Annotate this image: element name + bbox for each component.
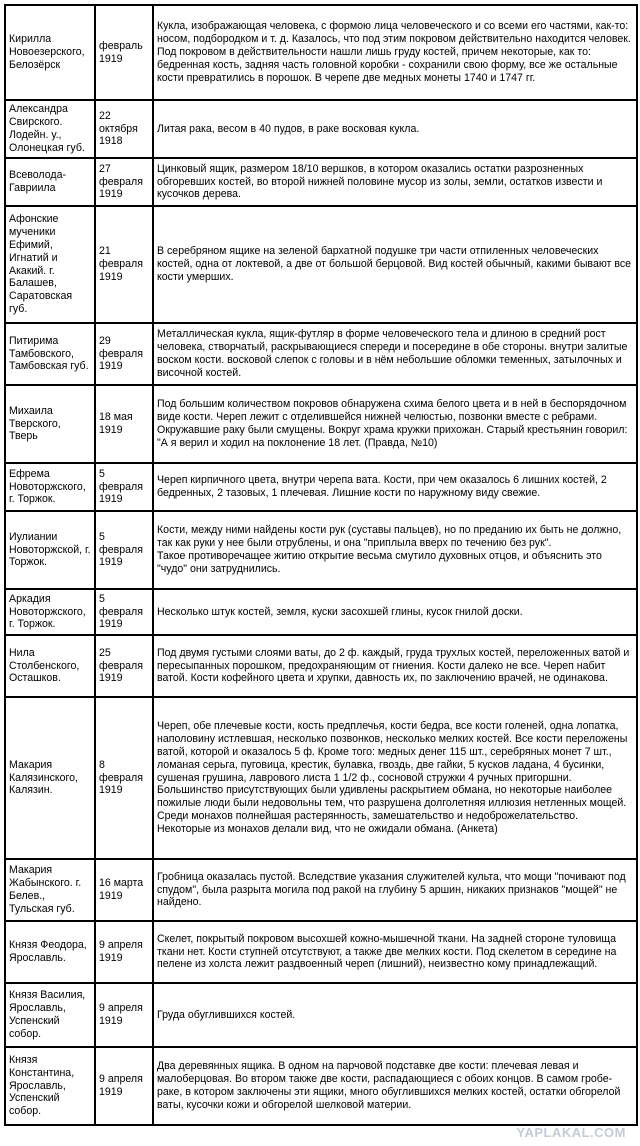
table-row: [6, 6, 636, 99]
table-row: [6, 590, 636, 634]
description-cell: Скелет, покрытый покровом высохшей кожно-мышечной ткани. На задней стороне туловища ткани нет. Кости ступней отсутствуют, а также две мелких кости. Под скелетом в середине на пелене из холста лежит раздвоенный череп (лишний), неизвестно кому принадлежащий.: [154, 922, 636, 982]
date-cell: 25 февраля 1919: [96, 636, 152, 696]
saint-name-cell: Иулиании Новоторжской, г. Торжок.: [6, 512, 94, 588]
description-cell: Под двумя густыми слоями ваты, до 2 ф. каждый, груда трухлых костей, переложенных ватой и пересыпанных порошком, предохраняющим от гниения. Кости далеко не все. Череп набит ватой. Кости кофейного цвета и хрупки, давность их, по заключению врачей, не одинакова.: [154, 636, 636, 696]
description-cell: Кости, между ними найдены кости рук (суставы пальцев), но по преданию их быть не должно, так как руки у нее были отрублены, и она "приплыла вверх по течению без рук". Такое противоречащее житию открытие весьма смутило духовных отцов, и объяснить это "чудо" они затруднились.: [154, 512, 636, 588]
date-cell: 9 апреля 1919: [96, 984, 152, 1046]
table-row: [6, 922, 636, 982]
saint-name-cell: Нила Столбенского, Осташков.: [6, 636, 94, 696]
date-cell: 22 октября 1918: [96, 101, 152, 157]
saint-name-cell: Всеволода-Гавриила: [6, 159, 94, 205]
saint-name-cell: Афонские мученики Ефимий, Игнатий и Акакий. г. Балашев, Саратовская губ.: [6, 207, 94, 322]
description-cell: Два деревянных ящика. В одном на парчовой подставке две кости: плечевая левая и малоберцовая. Во втором также две кости, распадающиеся с обоих концов. В самом гробе-раке, в котором заключены эти ящики, много обуглившихся мелких костей, остатки обгорелой ваты, кусочки кожи и обгорелой шелковой материи.: [154, 1048, 636, 1124]
date-cell: 29 февраля 1919: [96, 324, 152, 384]
table-row: [6, 860, 636, 920]
table-row: [6, 636, 636, 696]
saint-name-cell: Макария Калязинского, Калязин.: [6, 698, 94, 858]
table-row: [6, 101, 636, 157]
date-cell: 9 апреля 1919: [96, 1048, 152, 1124]
relics-table: [4, 4, 638, 1126]
date-cell: 5 февраля 1919: [96, 590, 152, 634]
saint-name-cell: Александра Свирского. Лодейн. у., Олонецкая губ.: [6, 101, 94, 157]
watermark: YAPLAKAL.COM: [516, 1125, 626, 1140]
description-cell: Череп, обе плечевые кости, кость предплечья, кости бедра, все кости голеней, одна лопатка, наполовину истлевшая, несколько позвонков, несколько мелких костей. Все кости переложены ватой, которой и оказалось 5 ф. Кроме того: медных денег 115 шт., серебряных монет 7 шт., ломаная серьга, пуговица, крестик, булавка, гвоздь, две гайки, 5 кусков ладана, 4 бусинки, сушеная грушина, лаврового листа 1 1/2 ф., сосновой стружки 4 ручных пригоршни. Большинство присутствующих были удивлены раскрытием обмана, но некоторые наиболее пожилые люди были недовольны тем, что разрушена долголетняя иллюзия нетленных мощей. Среди монахов полнейшая растерянность, замешательство и недоброжелательство. Некоторые из монахов делали вид, что не ожидали обмана. (Анкета): [154, 698, 636, 858]
table-row: [6, 464, 636, 510]
date-cell: 5 февраля 1919: [96, 512, 152, 588]
table-body: [6, 6, 636, 1124]
saint-name-cell: Князя Феодора, Ярославль.: [6, 922, 94, 982]
saint-name-cell: Князя Василия, Ярославль, Успенский собор.: [6, 984, 94, 1046]
description-cell: Череп кирпичного цвета, внутри черепа вата. Кости, при чем оказалось 6 лишних костей, 2 бедренных, 2 тазовых, 1 плечевая. Лишние кости по наружному виду свежие.: [154, 464, 636, 510]
date-cell: 8 февраля 1919: [96, 698, 152, 858]
date-cell: февраль 1919: [96, 6, 152, 99]
table-row: [6, 984, 636, 1046]
description-cell: Груда обуглившихся костей.: [154, 984, 636, 1046]
date-cell: 9 апреля 1919: [96, 922, 152, 982]
description-cell: Под большим количеством покровов обнаружена схима белого цвета и в ней в беспорядочном виде кости. Череп лежит с отделившейся нижней челюстью, позвонки вместе с ребрами. Окружавшие раку были смущены. Вокруг храма кружки прихожан. Старый крестьянин говорил: "А я верил и ходил на поклонение 18 лет. (Правда, №10): [154, 386, 636, 462]
table-row: [6, 1048, 636, 1124]
saint-name-cell: Ефрема Новоторжского, г. Торжок.: [6, 464, 94, 510]
saint-name-cell: Макария Жабынского. г. Белев., Тульская губ.: [6, 860, 94, 920]
date-cell: 16 марта 1919: [96, 860, 152, 920]
table-row: [6, 386, 636, 462]
table-row: [6, 698, 636, 858]
date-cell: 27 февраля 1919: [96, 159, 152, 205]
description-cell: Металлическая кукла, ящик-футляр в форме человеческого тела и длиною в средний рост человека, створчатый, раскрывающиеся спереди и посередине в обе стороны. внутри залитые воском кости. восковой слепок с головы и в нём небольшие обломки теменных, затылочных и височной костей.: [154, 324, 636, 384]
date-cell: 18 мая 1919: [96, 386, 152, 462]
saint-name-cell: Аркадия Новоторжского, г. Торжок.: [6, 590, 94, 634]
table-row: [6, 512, 636, 588]
description-cell: Кукла, изображающая человека, с формою лица человеческого и со всеми его частями, как-то: носом, подбородком и т. д. Казалось, что под этим покровом действительно находится человек. Под покровом в действительности нашли лишь груду костей, причем некоторые, как то: бедренная кость, задняя часть головной коробки - сохранили свою форму, все же остальные кости превратились в порошок. В черепе две медных монеты 1740 и 1747 гг.: [154, 6, 636, 99]
saint-name-cell: Кирилла Новоезерского, Белозёрск: [6, 6, 94, 99]
page: [4, 4, 636, 1126]
table-row: [6, 207, 636, 322]
description-cell: Цинковый ящик, размером 18/10 вершков, в котором оказались остатки разрозненных обгоревших костей, во второй нижней половине мусор из золы, земли, остатков извести и кусочков дерева.: [154, 159, 636, 205]
description-cell: В серебряном ящике на зеленой бархатной подушке три части отпиленных человеческих костей, одна от локтевой, а две от большой берцовой. Вид костей обычный, какими бывают все кости умерших.: [154, 207, 636, 322]
saint-name-cell: Питирима Тамбовского, Тамбовская губ.: [6, 324, 94, 384]
description-cell: Литая рака, весом в 40 пудов, в раке восковая кукла.: [154, 101, 636, 157]
description-cell: Гробница оказалась пустой. Вследствие указания служителей культа, что мощи "почивают под спудом", была разрыта могила под ракой на глубину 5 аршин, никаких признаков "мощей" не найдено.: [154, 860, 636, 920]
saint-name-cell: Михаила Тверского, Тверь: [6, 386, 94, 462]
table-row: [6, 324, 636, 384]
date-cell: 5 февраля 1919: [96, 464, 152, 510]
saint-name-cell: Князя Константина, Ярославль, Успенский собор.: [6, 1048, 94, 1124]
table-row: [6, 159, 636, 205]
description-cell: Несколько штук костей, земля, куски засохшей глины, кусок гнилой доски.: [154, 590, 636, 634]
date-cell: 21 февраля 1919: [96, 207, 152, 322]
